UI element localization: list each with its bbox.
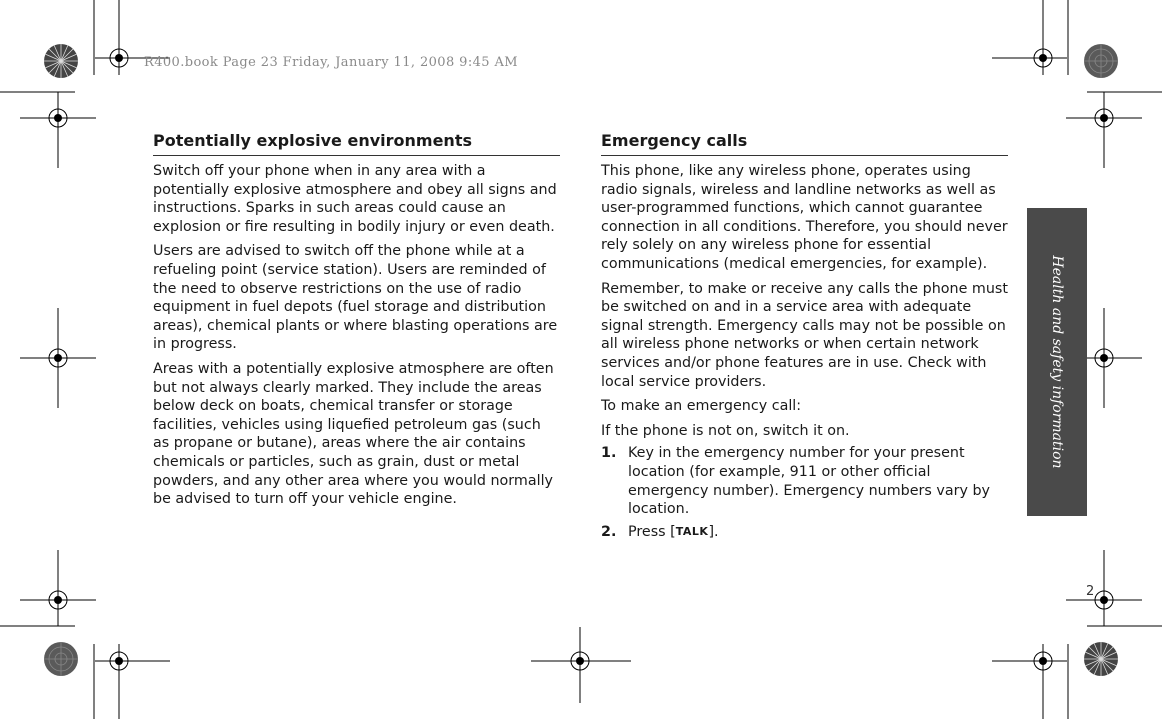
- step-prefix: Press [: [628, 523, 676, 540]
- section-title-emergency: Emergency calls: [601, 130, 1008, 156]
- step-text: Key in the emergency number for your present location (for example, 911 or other official emergency number). Emergency numbers vary by location.: [628, 445, 991, 518]
- step-number: 2.: [601, 523, 617, 540]
- paragraph: To make an emergency call:: [601, 398, 802, 415]
- paragraph: Areas with a potentially explosive atmosphere are often but not always clearly marked. They include the areas below deck on boats, chemical transfer or storage facilities, vehicles using liquefied petroleum gas (such as propane or butane), areas where the air contains chemicals or particles, such as grain, dust or metal powders, and any other area where you would normally be advised to turn off your vehicle engine.: [153, 360, 554, 508]
- left-column: [153, 130, 560, 509]
- right-column: [601, 130, 1008, 541]
- step-item: [601, 444, 1008, 518]
- registration-wheel-tr: [1084, 44, 1118, 78]
- registration-wheel-br: [1084, 642, 1118, 676]
- registration-wheel-tl: [44, 44, 78, 78]
- paragraph: Remember, to make or receive any calls the phone must be switched on and in a service area with adequate signal strength. Emergency calls may not be possible on all wireless phone networks or when certain network services and/or phone features are in use. Check with local service providers.: [601, 280, 1008, 390]
- chapter-side-tab-label: Health and safety information: [1049, 255, 1065, 469]
- step-item: [601, 523, 1008, 542]
- file-info-header: R400.book Page 23 Friday, January 11, 2008 9:45 AM: [144, 55, 518, 70]
- talk-key-icon: TALK: [675, 524, 709, 538]
- step-number: 1.: [601, 445, 617, 462]
- step-suffix: ].: [708, 523, 719, 540]
- page-number: 2: [1086, 584, 1095, 599]
- paragraph: This phone, like any wireless phone, operates using radio signals, wireless and landline networks as well as user-programmed functions, which cannot guarantee connection in all conditions. Therefore, you should never rely solely on any wireless phone for essential communications (medical emergencies, for example).: [601, 163, 1008, 272]
- paragraph: Switch off your phone when in any area with a potentially explosive atmosphere and obey all signs and instructions. Sparks in such areas could cause an explosion or fire resulting in bodily injury or even death.: [153, 163, 557, 235]
- step-text: [628, 523, 719, 542]
- paragraph: If the phone is not on, switch it on.: [601, 422, 850, 439]
- registration-wheel-bl: [44, 642, 78, 676]
- chapter-side-tab: [1027, 208, 1087, 516]
- paragraph: Users are advised to switch off the phone while at a refueling point (service station). Users are reminded of the need to observe restrictions on the use of radio equipment in fuel depots (fuel storage and distribution areas), chemical plants or where blasting operations are in progress.: [153, 243, 558, 353]
- section-title-explosive: Potentially explosive environments: [153, 130, 560, 156]
